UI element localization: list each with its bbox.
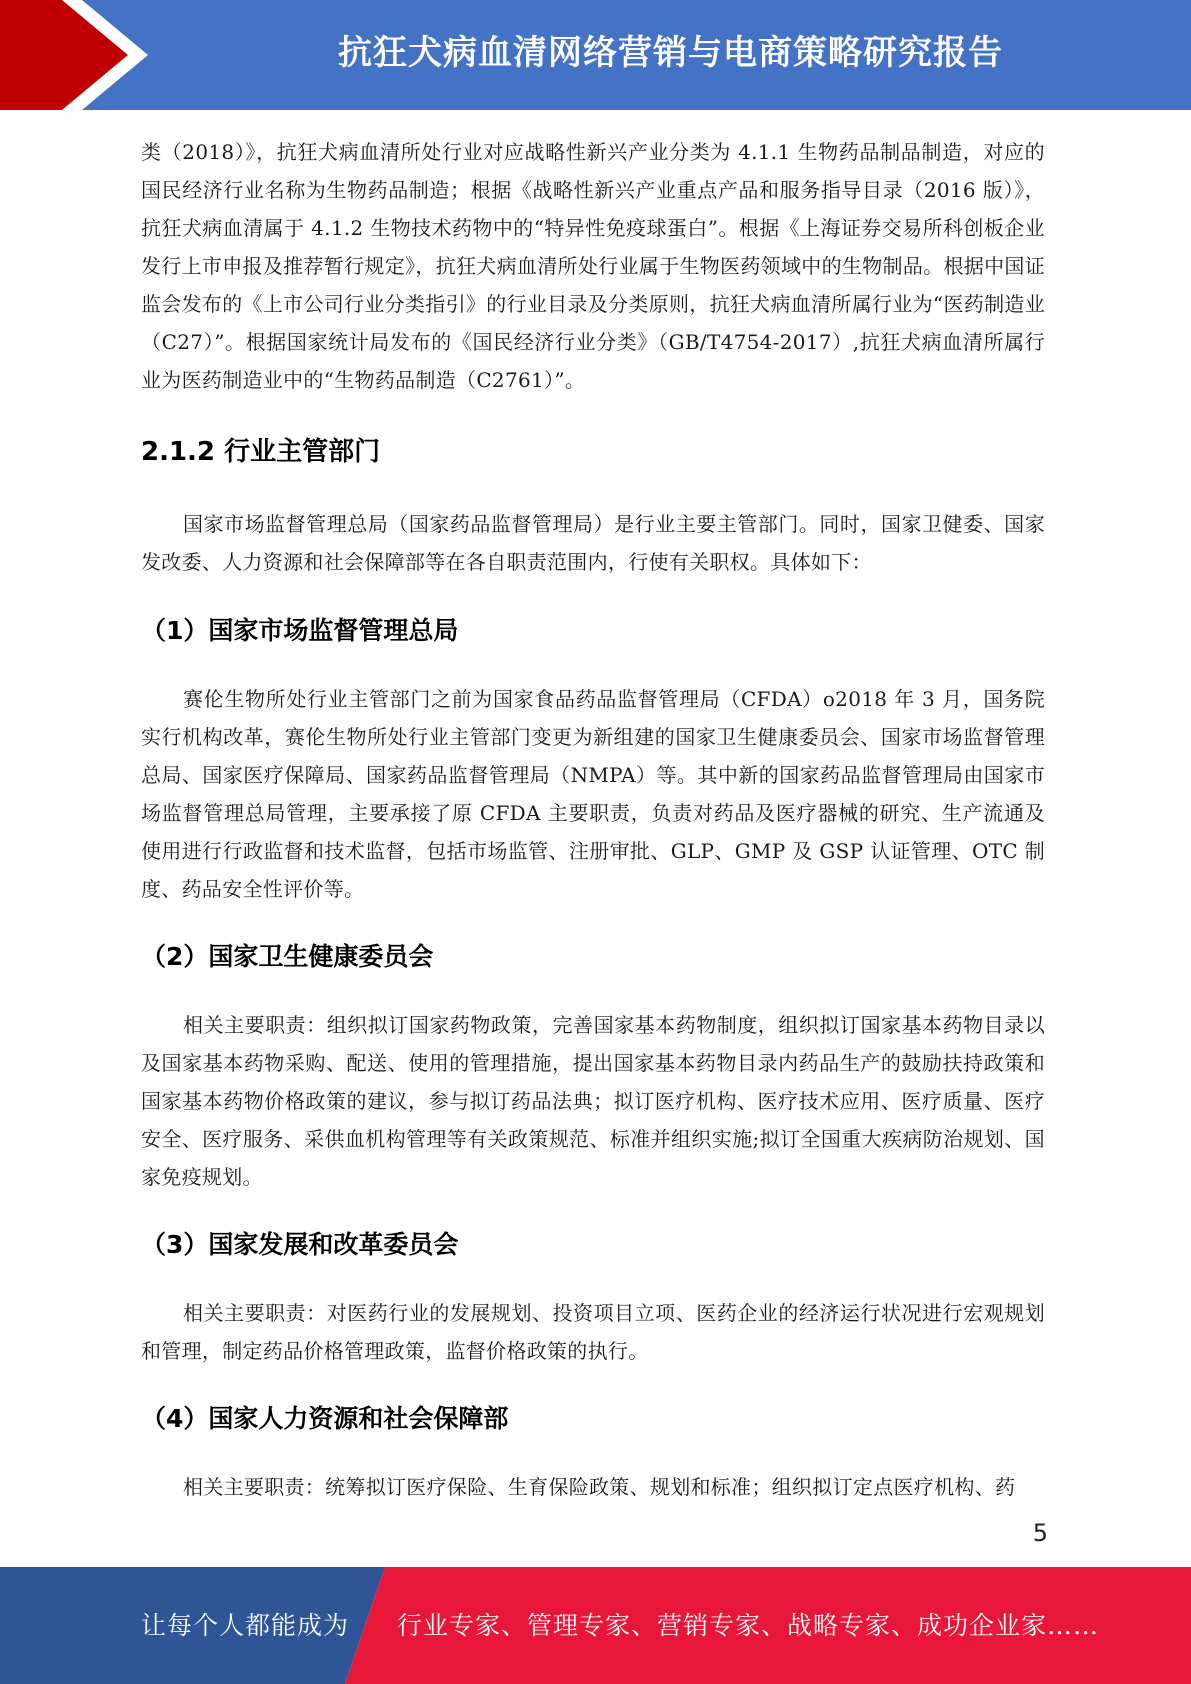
paragraph-development-reform: 相关主要职责：对医药行业的发展规划、投资项目立项、医药企业的经济运行状况进行宏观规划和管理，制定药品价格管理政策，监督价格政策的执行。 <box>141 1301 1045 1363</box>
footer-banner <box>0 1567 1191 1684</box>
report-title: 抗狂犬病血清网络营销与电商策略研究报告 <box>338 33 1003 73</box>
header-arrow-decoration <box>0 0 160 110</box>
page-number: 5 <box>1032 1519 1048 1547</box>
subheading-development-reform: （3）国家发展和改革委员会 <box>141 1230 459 1259</box>
document-body <box>141 133 1045 1506</box>
subheading-market-regulation: （1）国家市场监督管理总局 <box>141 616 459 645</box>
header-banner <box>0 0 1191 110</box>
paragraph-market-regulation: 赛伦生物所处行业主管部门之前为国家食品药品监督管理局（CFDA）o2018 年 3 月，国务院实行机构改革，赛伦生物所处行业主管部门变更为新组建的国家卫生健康委员会、国家市场监督管理总局、国家医疗保障局、国家药品监督管理局（NMPA）等。其中新的国家药品监督管理局由国家市场监督管理总局管理，主要承接了原 CFDA 主要职责，负责对药品及医疗器械的研究、生产流通及使用进行行政监督和技术监督，包括市场监管、注册审批、GLP、GMP 及 GSP 认证管理、OTC 制度、药品安全性评价等。 <box>141 687 1045 901</box>
subheading-health-commission: （2）国家卫生健康委员会 <box>141 942 434 971</box>
subheading-human-resources: （4）国家人力资源和社会保障部 <box>141 1404 509 1433</box>
paragraph-human-resources: 相关主要职责：统筹拟订医疗保险、生育保险政策、规划和标准；组织拟订定点医疗机构、药 <box>183 1475 1016 1499</box>
paragraph-industry-classification: 类（2018）》，抗狂犬病血清所处行业对应战略性新兴产业分类为 4.1.1 生物药品制品制造，对应的国民经济行业名称为生物药品制造；根据《战略性新兴产业重点产品和服务指导目录（2016 版）》，抗狂犬病血清属于 4.1.2 生物技术药物中的“特异性免疫球蛋白”。根据《上海证券交易所科创板企业发行上市申报及推荐暂行规定》，抗狂犬病血清所处行业属于生物医药领域中的生物制品。根据中国证监会发布的《上市公司行业分类指引》的行业目录及分类原则，抗狂犬病血清所属行业为“医药制造业（C27）”。根据国家统计局发布的《国民经济行业分类》（GB/T4754-2017）,抗狂犬病血清所属行业为医药制造业中的“生物药品制造（C2761）”。 <box>141 140 1045 392</box>
section-heading-regulators: 2.1.2 行业主管部门 <box>141 437 381 467</box>
footer-slogan-left: 让每个人都能成为 <box>141 1611 350 1640</box>
footer-slogan-right: 行业专家、管理专家、营销专家、战略专家、成功企业家…… <box>397 1611 1100 1640</box>
paragraph-health-commission: 相关主要职责：组织拟订国家药物政策，完善国家基本药物制度，组织拟订国家基本药物目录以及国家基本药物采购、配送、使用的管理措施，提出国家基本药物目录内药品生产的鼓励扶持政策和国家基本药物价格政策的建议，参与拟订药品法典；拟订医疗机构、医疗技术应用、医疗质量、医疗安全、医疗服务、采供血机构管理等有关政策规范、标准并组织实施;拟订全国重大疾病防治规划、国家免疫规划。 <box>141 1013 1045 1189</box>
paragraph-regulators-intro: 国家市场监督管理总局（国家药品监督管理局）是行业主要主管部门。同时，国家卫健委、国家发改委、人力资源和社会保障部等在各自职责范围内，行使有关职权。具体如下： <box>141 512 1045 574</box>
